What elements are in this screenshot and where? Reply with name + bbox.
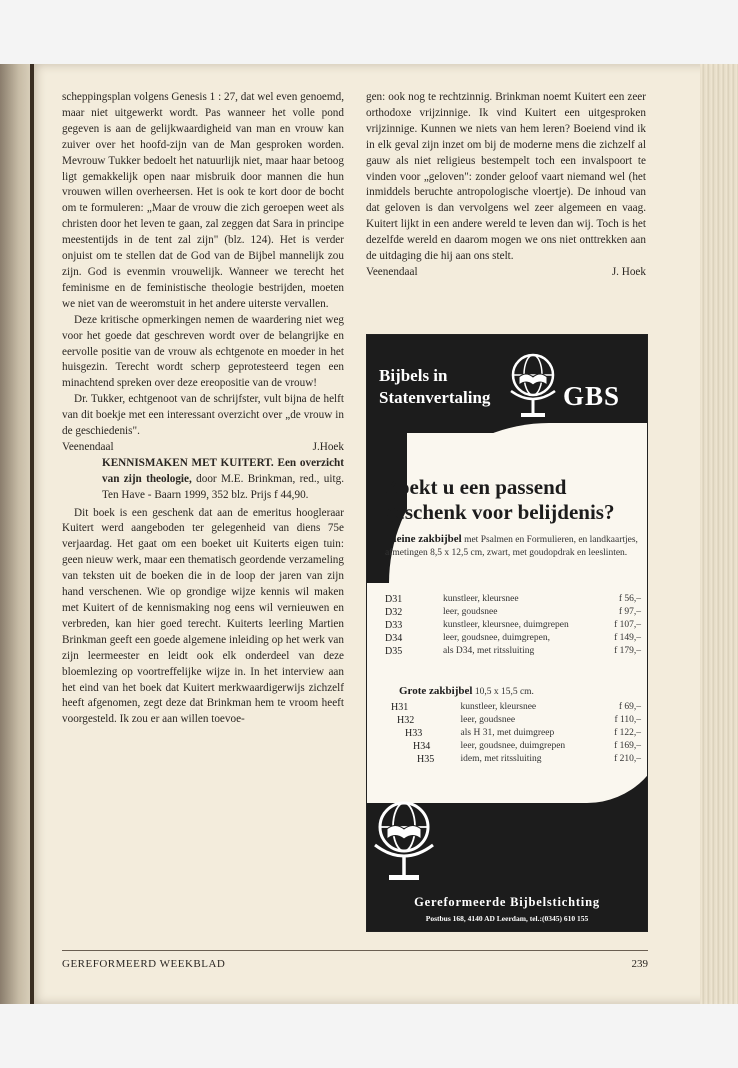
price-row: [385, 619, 641, 632]
organisation-address: Postbus 168, 4140 AD Leerdam, tel.:(0345) 610 155: [425, 914, 589, 923]
price-row: [387, 740, 641, 753]
product-description: kunstleer, kleursnee: [460, 702, 537, 712]
product-code: D34: [385, 633, 403, 644]
review-details: door M.E. Brinkman, red., uitg. Ten Have - Baarn 1999, 352 blz. Prijs f 44,90.: [102, 472, 345, 501]
product-description: leer, goudsnee, duimgrepen,: [443, 633, 550, 643]
gbs-logo: GBS: [563, 381, 621, 411]
price-row: [385, 606, 641, 619]
product-price: f 149,–: [614, 633, 641, 643]
left-paragraph-3: Dr. Tukker, echtgenoot van de schrijfster, vult bijna de helft van dit boekje met een interessant overzicht over „de vrouw in de geschiedenis".: [62, 393, 344, 438]
binding-line: [30, 64, 34, 1004]
product-price: f 179,–: [614, 646, 641, 656]
page-footer: [62, 958, 648, 970]
gbs-advertisement: [366, 334, 648, 932]
product-description: als D34, met ritssluiting: [443, 646, 535, 656]
left-signature: [62, 440, 344, 456]
page-number: 239: [631, 958, 648, 970]
left-paragraph-2: Deze kritische opmerkingen nemen de waardering niet weg voor het goede dat geschreven wordt over de belangrijke en eervolle positie van de vrouw als echtgenote en moeder in het huisgezin. Terecht wordt scherp geprotesteerd tegen een minachtend spreken over deze ereopositie van de vrouw!: [62, 313, 344, 390]
footer-rule: [62, 950, 648, 951]
journal-name: GEREFORMEERD WEEKBLAD: [62, 958, 226, 970]
signature-place: Veenendaal: [366, 265, 418, 278]
price-row: [387, 753, 641, 766]
grote-zakbijbel-description: Grote zakbijbel 10,5 x 15,5 cm.: [399, 685, 534, 697]
product-price: f 210,–: [614, 754, 641, 764]
price-row: [387, 714, 641, 727]
ad-title: Bijbels in Statenvertaling: [379, 366, 491, 407]
product-code: H33: [405, 728, 423, 739]
product-price: f 97,–: [618, 607, 641, 617]
globe-bible-icon: [505, 345, 561, 423]
product-description: idem, met ritssluiting: [460, 754, 542, 764]
product-code: D35: [385, 646, 403, 657]
signature-name: J. Hoek: [611, 265, 646, 278]
left-paragraph-4: Dit boek is een geschenk dat aan de emeritus hoogleraar Kuitert werd aangeboden ter gelegenheid van diens 75e verjaardag. Het gaat om een boeket uit Kuiterts eigen tuin: geen nieuw werk, maar een thematisch geordende verzameling van teksten uit de boeken die in de loop der jaren van zijn hand verschenen. Wie op grondige wijze kennis wil maken met Kuitert of de kennismaking nog eens wil vernieuwen en verbreden, kan hier goed terecht. Kuiterts leerling Martien Brinkman geeft een goede algemene inleiding op het werk van zijn leermeester en leidt ook elk onderdeel van deze bloemlezing op voortreffelijke wijze in. In het interview aan het eind van het boek dat Kuitert merkwaardigerwijs zichzelf heeft afgenomen, zegt deze dat Brinkman hem te vroom heeft voorgesteld. Ik zou er aan willen toevoe-: [62, 506, 344, 726]
price-row: [387, 701, 641, 714]
kleine-price-table: [385, 593, 641, 658]
product-code: H34: [413, 741, 431, 752]
product-code: D32: [385, 607, 403, 618]
product-code: D33: [385, 620, 403, 631]
signature-place: Veenendaal: [62, 440, 114, 453]
price-row: [385, 632, 641, 645]
right-paragraph-1: gen: ook nog te rechtzinnig. Brinkman noemt Kuitert een zeer orthodoxe vrijzinnige. Ik vind Kuitert een uitgesproken vrijzinnige. Kunnen we niets van hem leren? Boeiend vind ik in elk geval zijn inzet om bij de moderne mens die zichzelf al gauw als niet religieus bestempelt toch een invalspoort te vinden voor „geloven": zonder geloof vaart niemand wel (het inmiddels beruchte antropologische vloertje). De inhoud van dat geloven is dan vervolgens wel zeer algemeen en vaag. Kuitert lijkt in een andere wereld te leven dan wij. Toch is het dezelfde wereld en daarom mogen we ons niet onttrekken aan de uitdaging die hij aan ons stelt.: [366, 91, 646, 263]
right-column: [366, 90, 646, 281]
product-description: kunstleer, kleursnee, duimgrepen: [443, 620, 569, 630]
globe-bible-icon: [369, 789, 439, 889]
product-description: leer, goudsnee, duimgrepen: [460, 741, 566, 751]
review-title: KENNISMAKEN MET KUITERT. Een overzicht van zijn theologie,: [102, 456, 344, 485]
product-price: f 122,–: [614, 728, 641, 738]
price-row: [385, 645, 641, 658]
product-price: f 56,–: [618, 594, 641, 604]
product-price: f 110,–: [614, 715, 641, 725]
left-paragraph-1: scheppingsplan volgens Genesis 1 : 27, dat wel even genoemd, maar niet uitgewerkt wordt. Pas wanneer het volle pond gegeven is aan de gelijkwaardigheid van man en vrouw kan zuiver over het hoofd-zijn van de Man gesproken worden. Mevrouw Tukker bedoelt het natuurlijk niet, maar haar betoog ligt gemakkelijk open naar misbruik door mannen die hun vrouwen willen overheersen. Het is ook te kort door de bocht om te formuleren: „Maar de vrouw die zich geroepen weet als christen door het leven te gaan, zal zeggen dat Sara in principe meestentijds in de tent zal zijn" (blz. 124). Het is verder onjuist om te stellen dat de God van de Bijbel mannelijk zou zijn. God is evenmin vrouwelijk. Wanneer we terecht het feminisme en de feministische theologie bestrijden, moeten we niet van de weeromstuit in het andere uiterste vervallen.: [62, 91, 344, 310]
signature-name: J.Hoek: [312, 440, 344, 453]
product-description: kunstleer, kleursnee: [443, 594, 519, 604]
kleine-zakbijbel-description: Kleine zakbijbel met Psalmen en Formulieren, en landkaartjes, afmetingen 8,5 x 12,5 cm, zwart, met goudopdrak en leeslinten.: [385, 533, 638, 558]
ad-heading: Zoekt u een passend geschenk voor belijdenis?: [385, 475, 615, 524]
product-price: f 169,–: [614, 741, 641, 751]
left-column: [62, 90, 344, 728]
product-code: D31: [385, 594, 403, 605]
product-description: leer, goudsnee: [443, 607, 498, 617]
grote-price-table: [387, 701, 641, 766]
product-code: H32: [397, 715, 415, 726]
product-description: als H 31, met duimgreep: [460, 728, 555, 738]
page-edges-right: [700, 64, 738, 1004]
product-code: H35: [417, 754, 435, 765]
price-row: [385, 593, 641, 606]
product-description: leer, goudsnee: [460, 715, 516, 725]
review-heading: [62, 456, 344, 504]
right-signature: [366, 265, 646, 281]
product-price: f 107,–: [614, 620, 641, 630]
product-price: f 69,–: [618, 702, 641, 712]
price-row: [387, 727, 641, 740]
product-code: H31: [391, 702, 409, 713]
organisation-name: Gereformeerde Bijbelstichting: [414, 895, 600, 909]
